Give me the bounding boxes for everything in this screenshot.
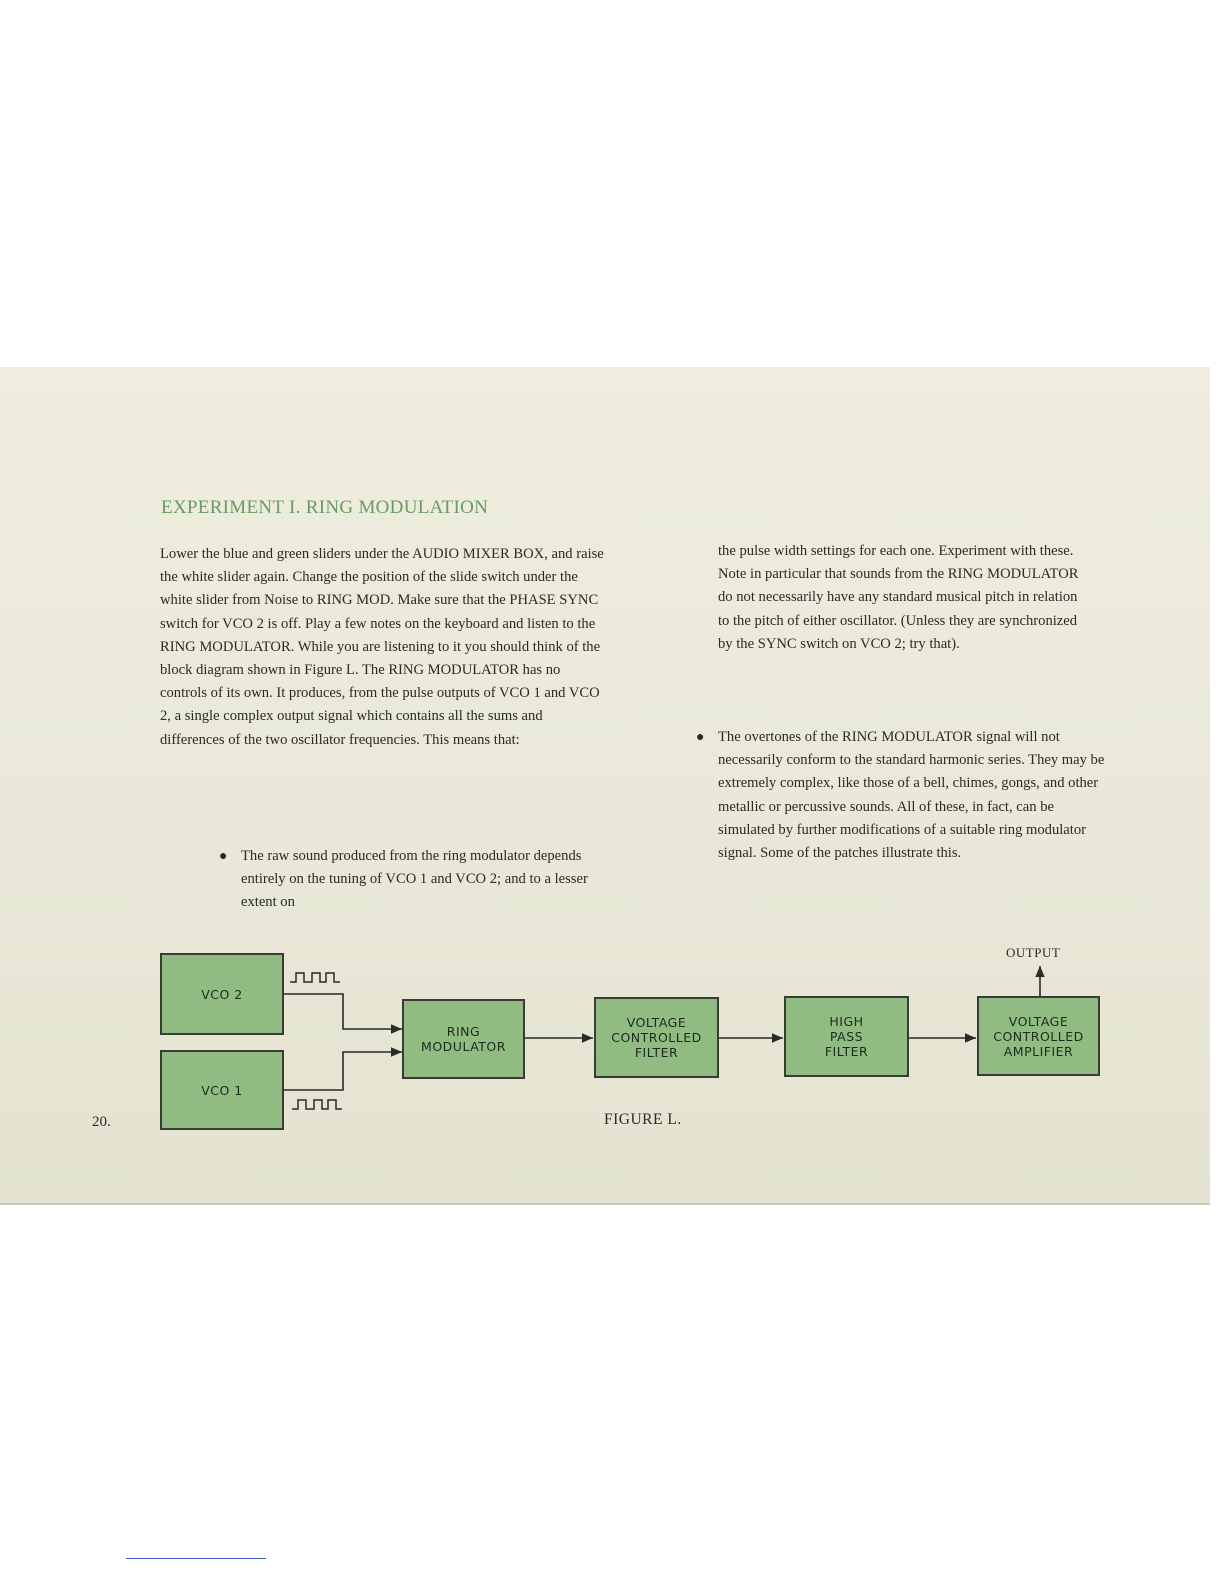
vco2-block: VCO 2 bbox=[160, 953, 284, 1035]
voltage-controlled-amplifier-block: VOLTAGE CONTROLLED AMPLIFIER bbox=[977, 996, 1100, 1076]
bullet-icon: ● bbox=[696, 730, 705, 745]
vco1-block: VCO 1 bbox=[160, 1050, 284, 1130]
left-column-paragraph: Lower the blue and green sliders under the AUDIO MIXER BOX, and raise the white slider again. Change the position of the slide switch under the white slider from Noise to RING MOD. Make sure that the PHASE SYNC switch for VCO 2 is off. Play a few notes on the keyboard and listen to the RING MODULATOR. While you are listening to it you should think of the block diagram shown in Figure L. The RING MODULATOR has no controls of its own. It produces, from the pulse outputs of VCO 1 and VCO 2, a single complex output signal which contains all the sums and differences of the two oscillator frequencies. This means that: bbox=[160, 546, 604, 748]
right-bullet-text: The overtones of the RING MODULATOR signal will not necessarily conform to the standard harmonic series. They may be extremely complex, like those of a bell, chimes, gongs, and other metallic or percussive sounds. All of these, in fact, can be simulated by further modifications of a suitable ring modulator signal. Some of the patches illustrate this. bbox=[718, 729, 1105, 862]
right-column-paragraph: the pulse width settings for each one. Experiment with these. Note in particular that sounds from the RING MODULATOR do not necessarily have any standard musical pitch in relation to the pitch of either oscillator. (Unless they are synchronized by the SYNC switch on VCO 2; try that). bbox=[718, 543, 1079, 652]
voltage-controlled-filter-block: VOLTAGE CONTROLLED FILTER bbox=[594, 997, 719, 1078]
right-bullet-item bbox=[696, 726, 1108, 865]
ring-modulator-block: RING MODULATOR bbox=[402, 999, 525, 1079]
bullet-icon: ● bbox=[219, 849, 228, 864]
left-bullet-text: The raw sound produced from the ring modulator depends entirely on the tuning of VCO 1 and VCO 2; and to a lesser extent on bbox=[241, 848, 588, 911]
section-heading: EXPERIMENT I. RING MODULATION bbox=[161, 497, 489, 518]
divider-line bbox=[126, 1558, 266, 1559]
page-number: 20. bbox=[92, 1114, 111, 1130]
figure-caption: FIGURE L. bbox=[604, 1111, 682, 1128]
output-label: OUTPUT bbox=[1006, 945, 1061, 960]
left-bullet-item bbox=[219, 845, 601, 915]
high-pass-filter-block: HIGH PASS FILTER bbox=[784, 996, 909, 1077]
